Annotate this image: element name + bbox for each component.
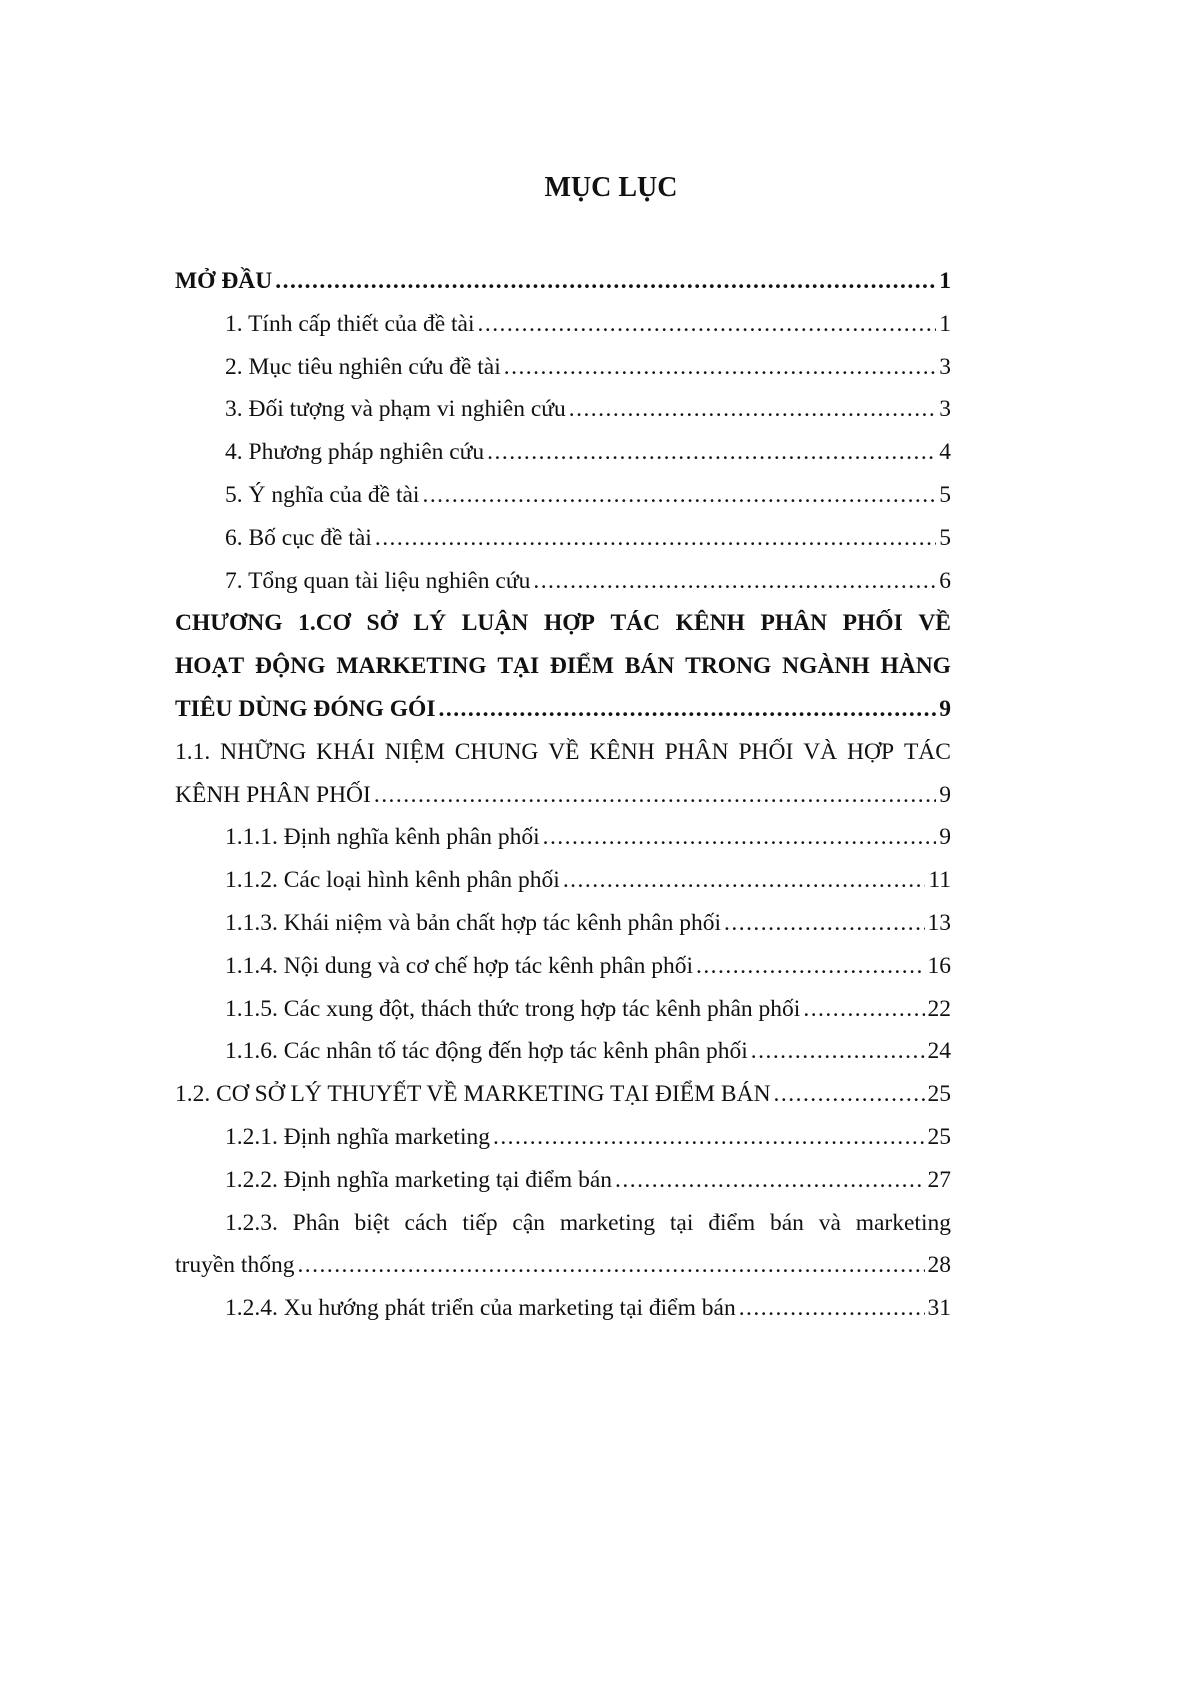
- word: HỢP: [847, 738, 895, 765]
- word: NHỮNG: [220, 738, 307, 765]
- word: HÀNG: [880, 653, 951, 680]
- leader-dots: [803, 988, 924, 1031]
- word: PHỐI: [842, 610, 903, 637]
- toc-page-number: 5: [939, 481, 951, 508]
- toc-page-number: 6: [939, 567, 951, 594]
- word: 1.2.3.: [225, 1209, 278, 1236]
- leader-dots: [375, 517, 936, 560]
- toc-entry-label: 1. Tính cấp thiết của đề tài: [225, 310, 475, 337]
- toc-entry[interactable]: [175, 431, 951, 474]
- toc-entry-label: KÊNH PHÂN PHỐI: [175, 781, 371, 808]
- word: Phân: [292, 1209, 340, 1236]
- toc-entry-1-2-3[interactable]: [175, 1202, 951, 1288]
- toc-page-number: 3: [939, 396, 951, 423]
- toc-entry-label: 5. Ý nghĩa của đề tài: [225, 481, 420, 508]
- word: tiếp: [462, 1209, 498, 1236]
- entry-line-1: [175, 1202, 951, 1245]
- toc-entry-label: 1.1.6. Các nhân tố tác động đến hợp tác kênh phân phối: [225, 1038, 748, 1065]
- toc-entry[interactable]: [175, 303, 951, 346]
- leader-dots: [297, 1244, 924, 1287]
- toc-page-number: 25: [927, 1081, 951, 1108]
- word: HỢP: [543, 610, 595, 637]
- toc-page-number: 27: [927, 1166, 951, 1193]
- section-line-2: [175, 774, 951, 817]
- word: CHƯƠNG: [175, 610, 283, 637]
- toc-entry-label: truyền thống: [175, 1252, 295, 1279]
- toc-page-number: 1: [939, 268, 951, 294]
- toc-page-number: 9: [939, 695, 951, 722]
- word: VỀ: [548, 738, 580, 765]
- toc-entry-label: MỞ ĐẦU: [175, 268, 273, 294]
- chapter-line-1: [175, 602, 951, 645]
- toc-entry[interactable]: [175, 902, 951, 945]
- word: SỞ: [366, 610, 398, 637]
- entry-line-2: [175, 1244, 951, 1287]
- toc-entry-label: 7. Tổng quan tài liệu nghiên cứu: [225, 567, 531, 594]
- leader-dots: [374, 774, 936, 817]
- toc-page-number: 3: [939, 353, 951, 380]
- toc-entry-mo-dau[interactable]: [175, 260, 951, 303]
- word: CHUNG: [454, 738, 539, 765]
- word: marketing: [855, 1209, 951, 1236]
- section-line-1: [175, 731, 951, 774]
- toc-entry[interactable]: [175, 988, 951, 1031]
- toc-entry[interactable]: [175, 560, 951, 603]
- word: và: [818, 1209, 841, 1236]
- leader-dots: [774, 1073, 925, 1116]
- word: ĐIỂM: [549, 653, 614, 680]
- leader-dots: [724, 902, 924, 945]
- leader-dots: [478, 303, 937, 346]
- word: biệt: [354, 1209, 390, 1236]
- toc-entry[interactable]: [175, 388, 951, 431]
- toc-entry[interactable]: [175, 517, 951, 560]
- toc-entry-label: 1.1.4. Nội dung và cơ chế hợp tác kênh phân phối: [225, 952, 693, 979]
- toc-page-number: 28: [927, 1252, 951, 1279]
- leader-dots: [696, 945, 925, 988]
- word: KÊNH: [675, 610, 745, 637]
- word: HOẠT: [175, 653, 245, 680]
- word: điểm: [708, 1209, 756, 1236]
- leader-dots: [751, 1030, 925, 1073]
- toc-entry[interactable]: [175, 1287, 951, 1330]
- toc-entry[interactable]: [175, 945, 951, 988]
- leader-dots: [615, 1159, 924, 1202]
- toc-entry[interactable]: [175, 1159, 951, 1202]
- toc-entry-section-1-2[interactable]: [175, 1073, 951, 1116]
- toc-entry-label: 1.2.4. Xu hướng phát triển của marketing tại điểm bán: [225, 1295, 736, 1322]
- leader-dots: [439, 688, 937, 731]
- leader-dots: [543, 816, 937, 859]
- toc-page-number: 24: [927, 1038, 951, 1065]
- toc-page-number: 16: [927, 952, 951, 979]
- word: PHÂN: [664, 738, 729, 765]
- leader-dots: [504, 346, 937, 389]
- toc-entry-label: 6. Bố cục đề tài: [225, 524, 372, 551]
- toc-entry-label: 1.1.5. Các xung đột, thách thức trong hợp tác kênh phân phối: [225, 995, 801, 1022]
- leader-dots: [563, 859, 926, 902]
- word: MARKETING: [336, 653, 487, 680]
- toc-entry-label: 1.1.2. Các loại hình kênh phân phối: [225, 867, 560, 894]
- word: ĐỘNG: [255, 653, 326, 680]
- word: KHÁI: [316, 738, 375, 765]
- word: 1.CƠ: [298, 610, 351, 637]
- toc-page-number: 5: [939, 524, 951, 551]
- word: NGÀNH: [782, 653, 870, 680]
- table-of-contents: [175, 260, 951, 1330]
- word: PHỐI: [738, 738, 794, 765]
- word: TÁC: [903, 738, 951, 765]
- toc-page-number: 31: [927, 1295, 951, 1322]
- word: NIỆM: [384, 738, 445, 765]
- leader-dots: [739, 1287, 925, 1330]
- toc-entry-section-1-1[interactable]: [175, 731, 951, 817]
- word: KÊNH: [589, 738, 655, 765]
- leader-dots: [275, 260, 936, 303]
- word: VỀ: [918, 610, 951, 637]
- toc-page-number: 9: [939, 781, 951, 808]
- toc-entry-chapter-1[interactable]: [175, 602, 951, 730]
- word: marketing: [559, 1209, 656, 1236]
- toc-page-number: 25: [927, 1123, 951, 1150]
- word: LÝ: [413, 610, 447, 637]
- toc-page-number: 11: [928, 867, 951, 894]
- toc-entry-label: 4. Phương pháp nghiên cứu: [225, 439, 485, 466]
- word: TÁC: [610, 610, 661, 637]
- toc-page-number: 1: [939, 310, 951, 337]
- toc-entry-label: 1.2.1. Định nghĩa marketing: [225, 1123, 490, 1150]
- toc-page-number: 4: [939, 439, 951, 466]
- word: TẠI: [497, 653, 540, 680]
- toc-entry-label: 3. Đối tượng và phạm vi nghiên cứu: [225, 396, 566, 423]
- toc-entry[interactable]: [175, 346, 951, 389]
- toc-entry-label: 1.2.2. Định nghĩa marketing tại điểm bán: [225, 1166, 613, 1193]
- toc-entry[interactable]: [175, 816, 951, 859]
- chapter-line-2: [175, 645, 951, 688]
- word: cách: [404, 1209, 448, 1236]
- leader-dots: [533, 560, 936, 603]
- word: TRONG: [685, 653, 772, 680]
- word: PHÂN: [760, 610, 828, 637]
- word: BÁN: [624, 653, 675, 680]
- leader-dots: [487, 431, 936, 474]
- toc-page-number: 9: [939, 824, 951, 851]
- toc-entry-label: 1.2. CƠ SỞ LÝ THUYẾT VỀ MARKETING TẠI ĐIỂM BÁN: [175, 1081, 771, 1108]
- toc-entry-label: TIÊU DÙNG ĐÓNG GÓI: [175, 695, 436, 722]
- word: bán: [770, 1209, 804, 1236]
- word: cận: [512, 1209, 546, 1236]
- toc-entry[interactable]: [175, 1116, 951, 1159]
- leader-dots: [493, 1116, 925, 1159]
- toc-entry-label: 2. Mục tiêu nghiên cứu đề tài: [225, 353, 501, 380]
- word: VÀ: [803, 738, 838, 765]
- word: 1.1.: [175, 738, 211, 765]
- toc-entry[interactable]: [175, 859, 951, 902]
- toc-entry-label: 1.1.1. Định nghĩa kênh phân phối: [225, 824, 540, 851]
- toc-title: MỤC LỤC: [544, 172, 678, 203]
- toc-entry-label: 1.1.3. Khái niệm và bản chất hợp tác kênh phân phối: [225, 909, 722, 936]
- toc-entry[interactable]: [175, 474, 951, 517]
- chapter-line-3: [175, 688, 951, 731]
- leader-dots: [422, 474, 936, 517]
- toc-page-number: 22: [927, 995, 951, 1022]
- toc-page-number: 13: [927, 909, 951, 936]
- word: tại: [669, 1209, 694, 1236]
- leader-dots: [569, 388, 937, 431]
- word: LUẬN: [461, 610, 529, 637]
- toc-entry[interactable]: [175, 1030, 951, 1073]
